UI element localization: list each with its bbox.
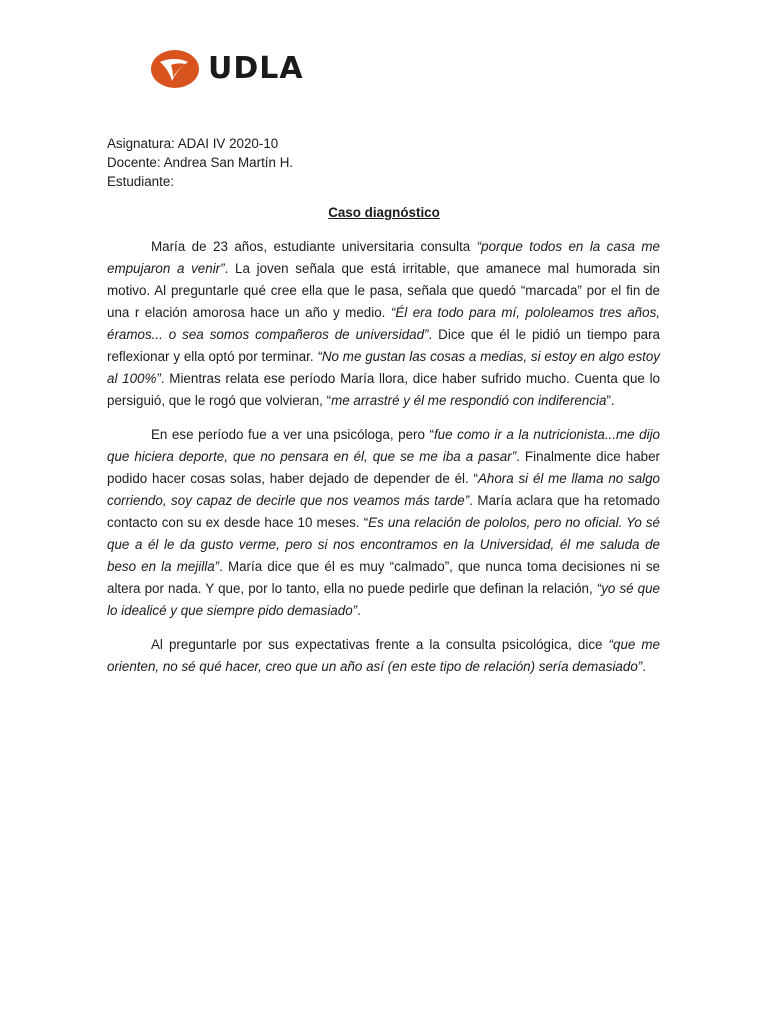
udla-emblem-icon bbox=[150, 48, 200, 90]
quoted-text: “yo sé que lo idealicé y que siempre pido demasiado” bbox=[107, 581, 661, 618]
logo-text: UDLA bbox=[208, 51, 304, 86]
quoted-text: “que me orienten, no sé qué hacer, creo que un año así (en este tipo de relación) sería demasiado” bbox=[107, 637, 661, 674]
quoted-text: Ahora si él me llama no salgo corriendo, soy capaz de decirle que nos veamos más tarde” bbox=[107, 471, 661, 508]
paragraph bbox=[107, 634, 660, 678]
text-segment: . Finalmente dice haber podido hacer cosas solas, haber dejado de depender de él. “ bbox=[107, 449, 660, 486]
text-segment: . Dice que él le pidió un tiempo para reflexionar y ella optó por terminar. bbox=[107, 327, 660, 364]
document-title: Caso diagnóstico bbox=[328, 205, 440, 220]
text-segment: En ese período fue a ver una psicóloga, pero “ bbox=[151, 427, 434, 442]
text-segment: . La joven señala que está irritable, que amanece mal humorada sin motivo. Al preguntarle qué cree ella que le pasa, señala que quedó “marcada” por el fin de una r elación amorosa hace un año y medio. bbox=[107, 261, 660, 320]
docente-line: Docente: Andrea San Martín H. bbox=[107, 155, 294, 170]
text-segment: . bbox=[357, 603, 361, 618]
text-segment: ”. bbox=[606, 393, 615, 408]
text-segment: . María aclara que ha retomado contacto con su ex desde hace 10 meses. “ bbox=[107, 493, 660, 530]
quoted-text: “No me gustan las cosas a medias, si estoy en algo estoy al 100%” bbox=[107, 349, 661, 386]
paragraph bbox=[107, 424, 660, 622]
text-segment: . María dice que él es muy “calmado”, que nunca toma decisiones ni se altera por nada. Y que, por lo tanto, ella no puede pedirle que definan la relación, bbox=[107, 559, 660, 596]
quoted-text: Es una relación de pololos, pero no oficial. Yo sé que a él le da gusto verme, pero si nos encontramos en la Universidad, él me saluda de beso en la mejilla” bbox=[107, 515, 660, 574]
document-header bbox=[107, 134, 293, 191]
quoted-text: “porque todos en la casa me empujaron a venir” bbox=[107, 239, 661, 276]
text-segment: . Mientras relata ese período María llora, dice haber sufrido mucho. Cuenta que lo persiguió, que le rogó que volvieran, “ bbox=[107, 371, 660, 408]
asignatura-line: Asignatura: ADAI IV 2020-10 bbox=[107, 136, 279, 151]
text-segment: Al preguntarle por sus expectativas frente a la consulta psicológica, dice bbox=[151, 637, 609, 652]
paragraph bbox=[107, 236, 660, 412]
text-segment: María de 23 años, estudiante universitaria consulta bbox=[151, 239, 477, 254]
quoted-text: “Él era todo para mí, pololeamos tres años, éramos... o sea somos compañeros de universidad” bbox=[107, 305, 660, 342]
udla-logo bbox=[150, 46, 304, 92]
quoted-text: fue como ir a la nutricionista...me dijo que hiciera deporte, que no pensara en él, que se me iba a pasar” bbox=[107, 427, 661, 464]
quoted-text: me arrastré y él me respondió con indiferencia bbox=[331, 393, 607, 408]
text-segment: . bbox=[642, 659, 646, 674]
document-body bbox=[107, 236, 660, 690]
estudiante-line: Estudiante: bbox=[107, 174, 174, 189]
